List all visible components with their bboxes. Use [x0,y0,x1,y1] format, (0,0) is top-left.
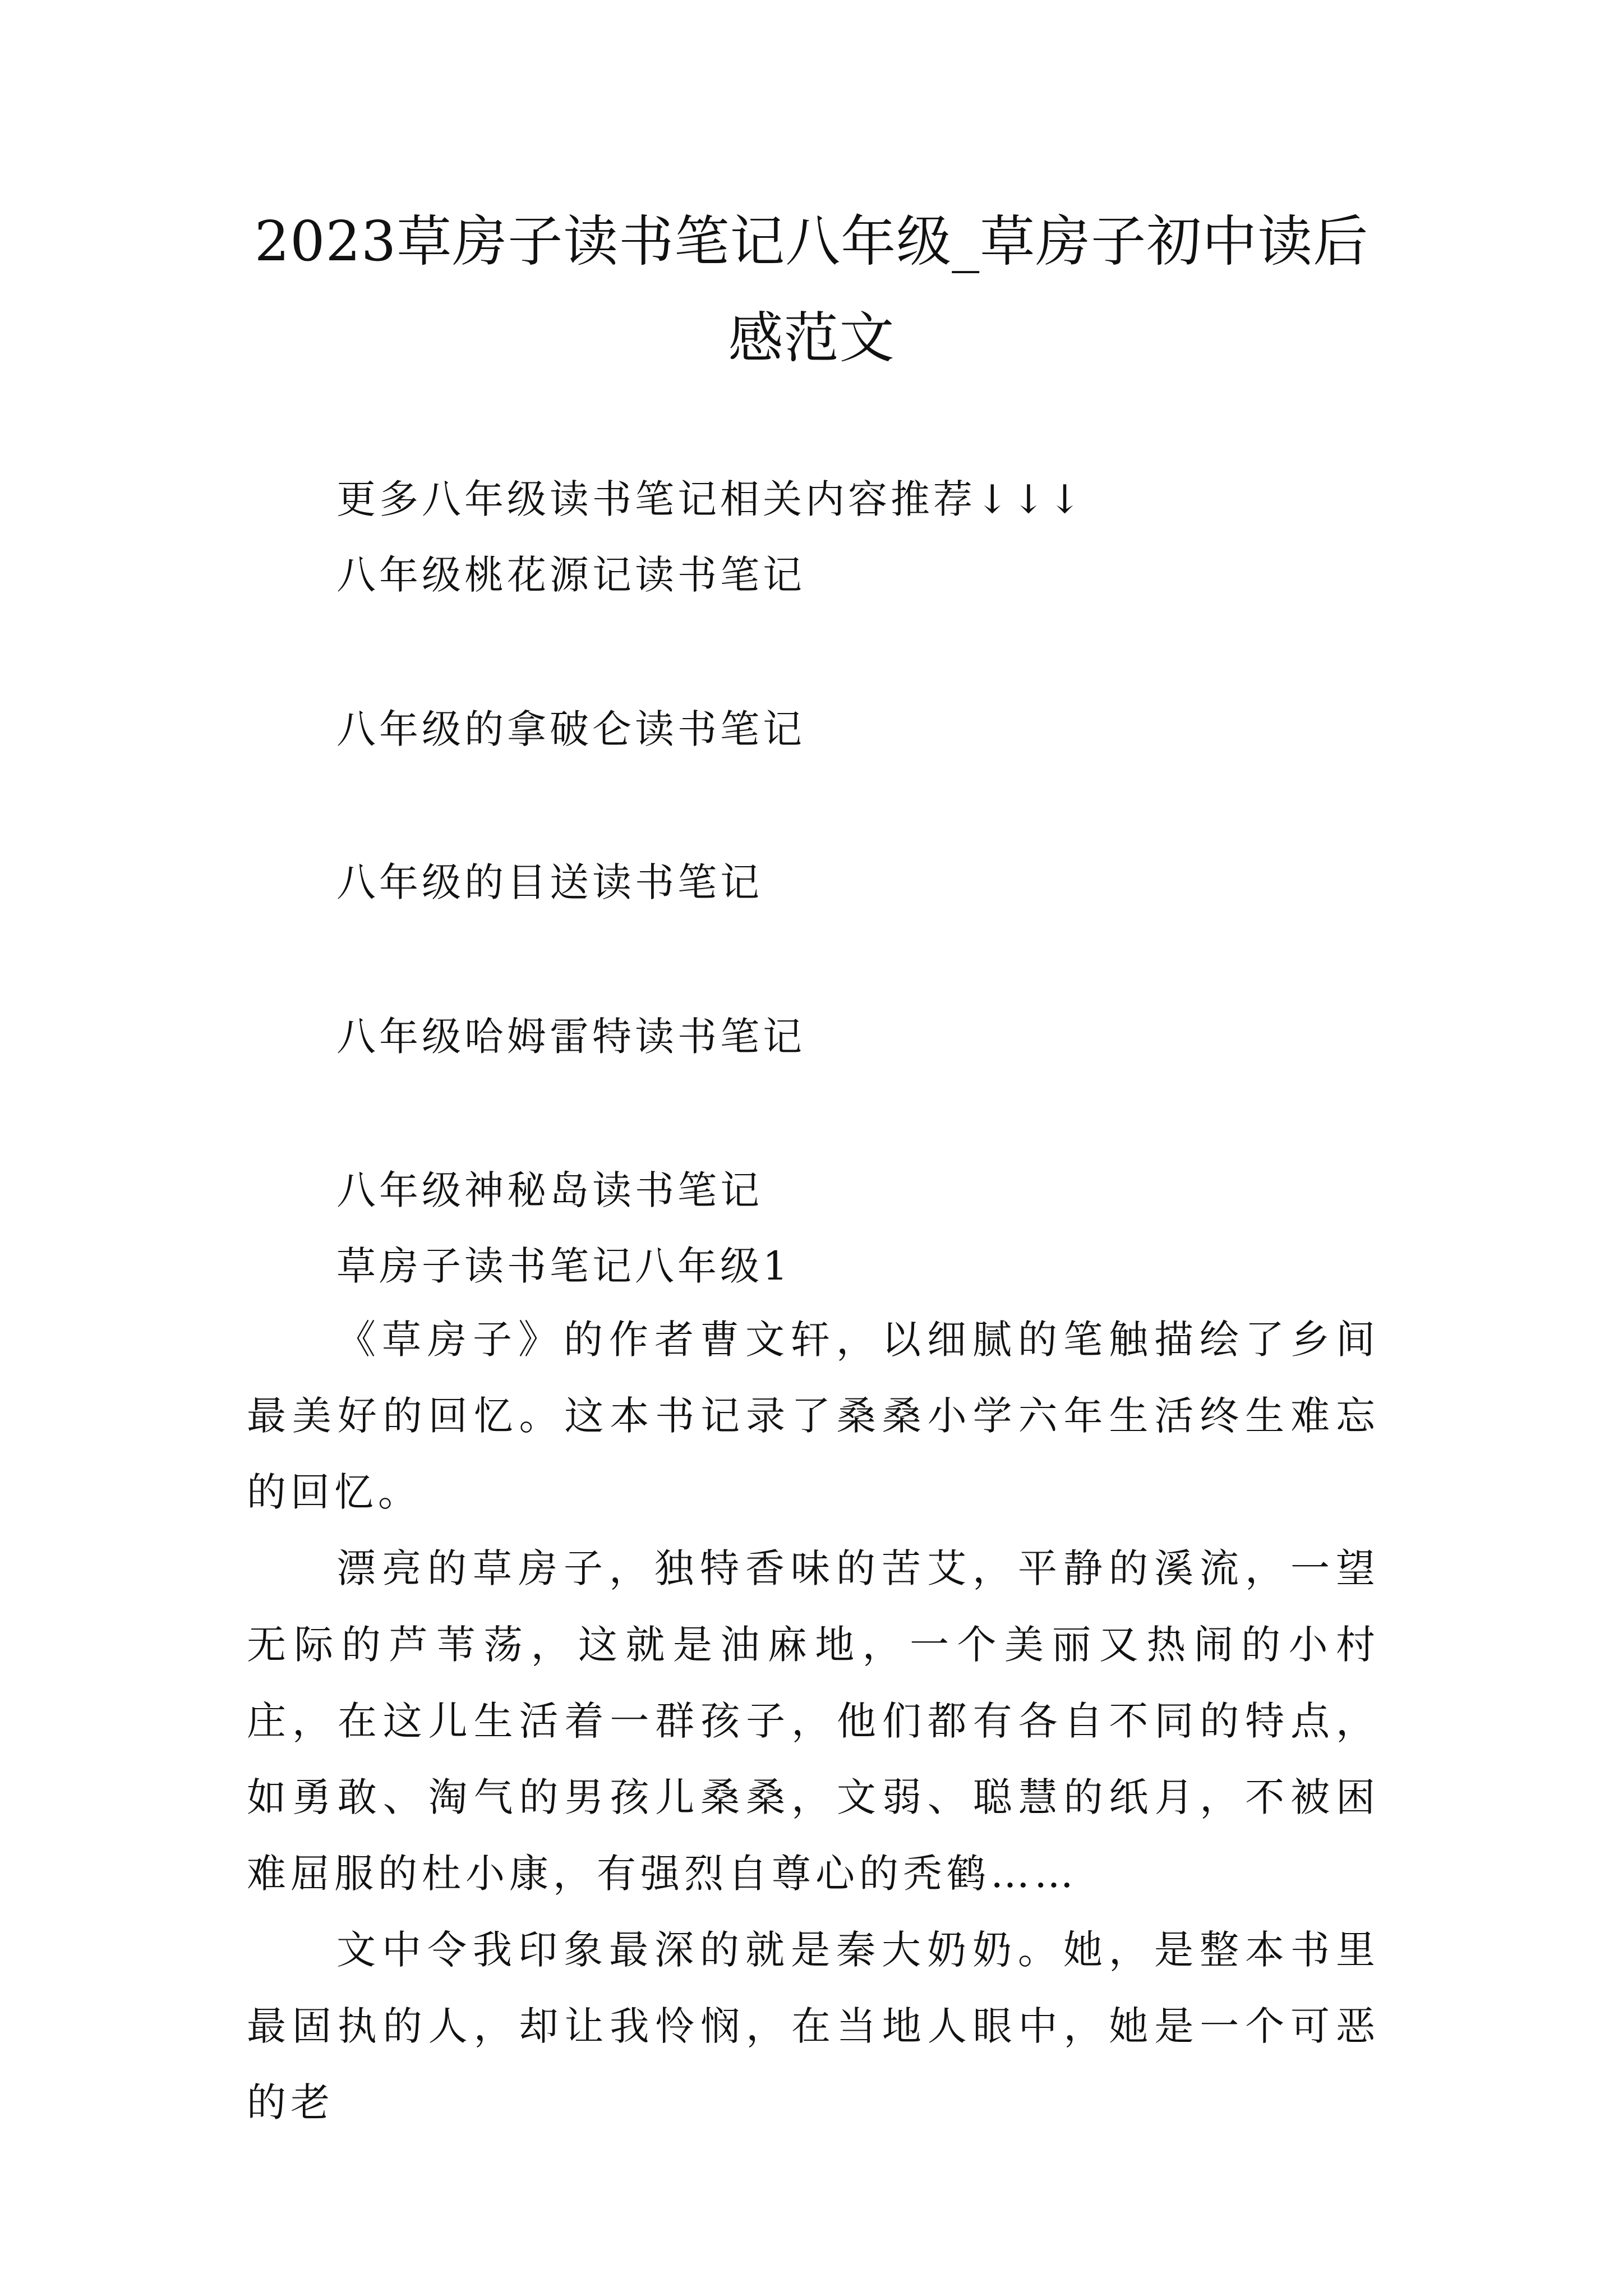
body-paragraph: 漂亮的草房子，独特香味的苦艾，平静的溪流，一望无际的芦苇荡，这就是油麻地，一个美丽又热闹的小村庄，在这儿生活着一群孩子，他们都有各自不同的特点，如勇敢、淘气的男孩儿桑桑，文弱、聪慧的纸月，不被困难屈服的杜小康，有强烈自尊心的秃鹤…… [247,1545,1380,1897]
recommend-link[interactable]: 八年级哈姆雷特读书笔记 [336,1014,805,1060]
recommend-link[interactable]: 八年级桃花源记读书笔记 [336,552,805,598]
recommend-link[interactable]: 八年级神秘岛读书笔记 [336,1167,763,1213]
body-paragraph: 《草房子》的作者曹文轩，以细腻的笔触描绘了乡间最美好的回忆。这本书记录了桑桑小学六年生活终生难忘的回忆。 [247,1317,1380,1515]
recommend-link[interactable]: 八年级的目送读书笔记 [336,859,763,905]
section-title: 草房子读书笔记八年级1 [336,1243,791,1289]
body-paragraph: 文中令我印象最深的就是秦大奶奶。她，是整本书里最固执的人，却让我怜悯，在当地人眼中，她是一个可恶的老 [247,1927,1380,2125]
document-title: 2023草房子读书笔记八年级_草房子初中读后感范文 [254,210,1369,370]
recommend-link[interactable]: 八年级的拿破仑读书笔记 [336,706,805,752]
recommend-header: 更多八年级读书笔记相关内容推荐↓↓↓ [336,476,1085,522]
